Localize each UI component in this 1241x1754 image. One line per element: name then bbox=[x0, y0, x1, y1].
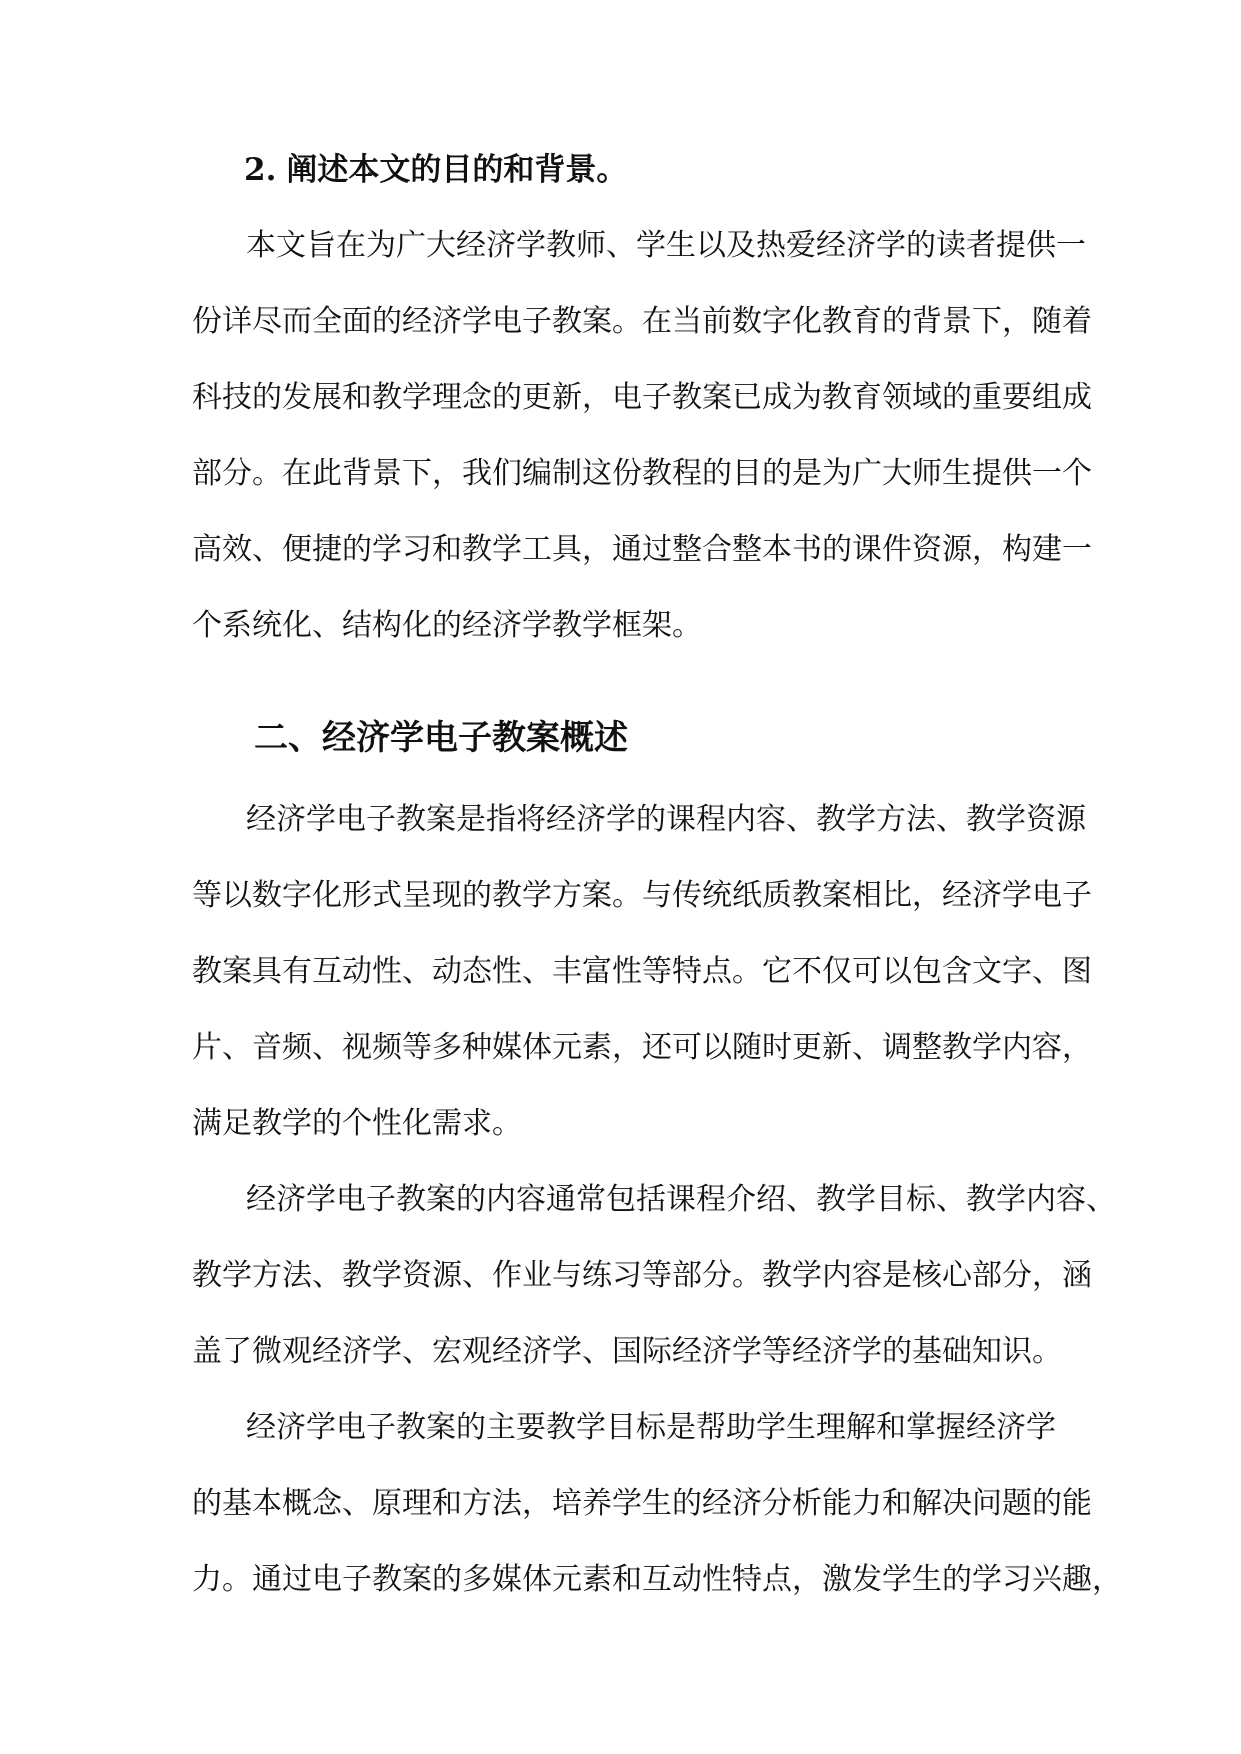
text-line: 的基本概念、原理和方法，培养学生的经济分析能力和解决问题的能 bbox=[192, 1486, 1092, 1521]
text-line: 教学方法、教学资源、作业与练习等部分。教学内容是核心部分，涵 bbox=[192, 1258, 1092, 1293]
section-heading: 二、经济学电子教案概述 bbox=[254, 718, 628, 758]
subheading-purpose-background bbox=[244, 150, 627, 190]
text-line: 部分。在此背景下，我们编制这份教程的目的是为广大师生提供一个 bbox=[192, 456, 1092, 491]
text-line: 经济学电子教案的主要教学目标是帮助学生理解和掌握经济学 bbox=[246, 1410, 1056, 1445]
text-line: 经济学电子教案的内容通常包括课程介绍、教学目标、教学内容、 bbox=[246, 1182, 1116, 1217]
text-line: 个系统化、结构化的经济学教学框架。 bbox=[192, 608, 702, 643]
text-line: 等以数字化形式呈现的教学方案。与传统纸质教案相比，经济学电子 bbox=[192, 878, 1092, 913]
text-line: 片、音频、视频等多种媒体元素，还可以随时更新、调整教学内容， bbox=[192, 1030, 1092, 1065]
text-line: 力。通过电子教案的多媒体元素和互动性特点，激发学生的学习兴趣， bbox=[192, 1562, 1122, 1597]
text-line: 科技的发展和教学理念的更新，电子教案已成为教育领域的重要组成 bbox=[192, 380, 1092, 415]
text-line: 教案具有互动性、动态性、丰富性等特点。它不仅可以包含文字、图 bbox=[192, 954, 1092, 989]
text-line: 经济学电子教案是指将经济学的课程内容、教学方法、教学资源 bbox=[246, 802, 1086, 837]
text-line: 份详尽而全面的经济学电子教案。在当前数字化教育的背景下，随着 bbox=[192, 304, 1092, 339]
text-line: 本文旨在为广大经济学教师、学生以及热爱经济学的读者提供一 bbox=[246, 228, 1086, 263]
text-line: 高效、便捷的学习和教学工具，通过整合整本书的课件资源，构建一 bbox=[192, 532, 1092, 567]
text-line: 盖了微观经济学、宏观经济学、国际经济学等经济学的基础知识。 bbox=[192, 1334, 1062, 1369]
subheading-number: 2. bbox=[244, 152, 277, 188]
text-line: 满足教学的个性化需求。 bbox=[192, 1106, 522, 1141]
subheading-title: 阐述本文的目的和背景。 bbox=[286, 152, 628, 188]
